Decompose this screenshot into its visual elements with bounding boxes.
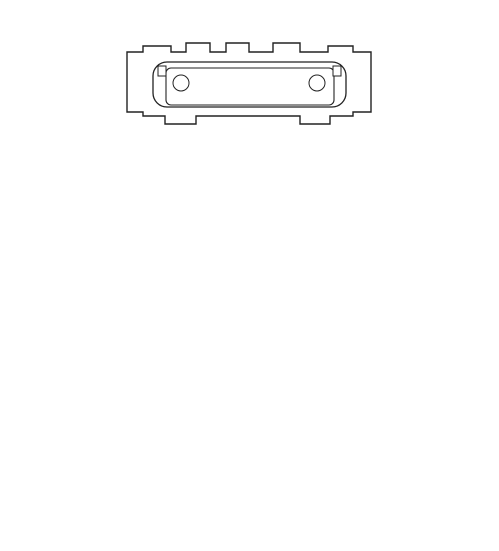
connector-pin-field xyxy=(166,68,334,105)
connector-diagram xyxy=(0,0,499,160)
